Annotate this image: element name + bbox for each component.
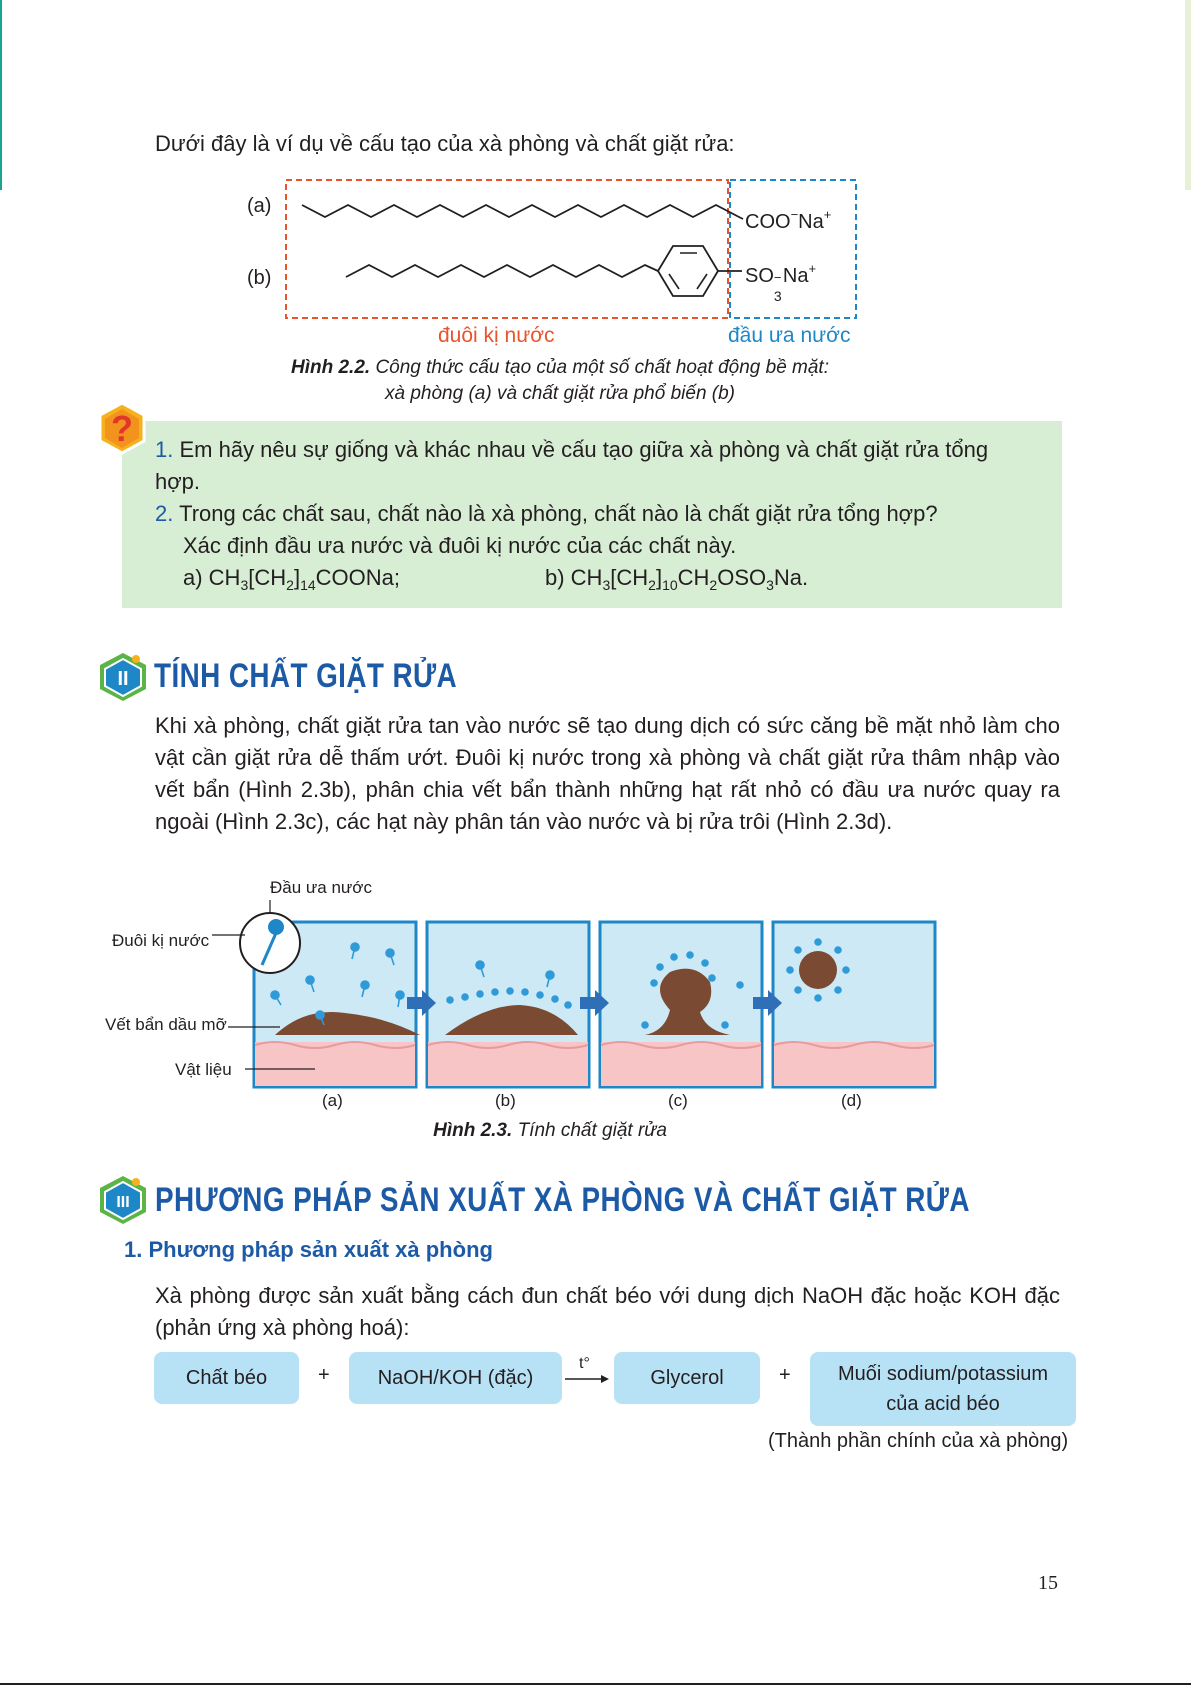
question-2: 2. Trong các chất sau, chất nào là xà phòng, chất nào là chất giặt rửa tổng hợp? Xác định đầu ưa nước và đuôi kị nước của các chất này. bbox=[155, 501, 938, 558]
head-label: đầu ưa nước bbox=[728, 324, 851, 347]
svg-text:?: ? bbox=[111, 408, 133, 449]
figure-2-3 bbox=[100, 875, 950, 1110]
head-group-a: COO−Na+ bbox=[745, 207, 832, 233]
plus-sign-1: + bbox=[318, 1364, 330, 1386]
figure-2-2-caption: Hình 2.2. Công thức cấu tạo của một số chất hoạt động bề mặt: xà phòng (a) và chất giặt rửa phổ biến (b) bbox=[290, 357, 829, 404]
chain-a bbox=[302, 205, 743, 219]
question-icon bbox=[96, 397, 148, 459]
plus-sign-2: + bbox=[779, 1364, 791, 1386]
formula-b: b) $CH_3[CH_2]_{10}CH_2OSO_3Na$. bbox=[545, 565, 809, 593]
reactant-fat-box: Chất béo bbox=[154, 1352, 299, 1404]
panel-c bbox=[600, 922, 762, 1087]
label-head: Đầu ưa nước bbox=[270, 878, 372, 897]
section-3-paragraph: Xà phòng được sản xuất bằng cách đun chất béo với dung dịch NaOH đặc hoặc KOH đặc (phản ứng xà phòng hoá): bbox=[155, 1283, 1060, 1340]
reaction-arrow bbox=[565, 1355, 611, 1385]
question-1-text: Em hãy nêu sự giống và khác nhau về cấu tạo giữa xà phòng và chất giặt rửa tổng hợp. bbox=[155, 437, 989, 494]
intro-text: Dưới đây là ví dụ về cấu tạo của xà phòng và chất giặt rửa: bbox=[155, 131, 735, 156]
panel-label-d: (d) bbox=[841, 1091, 862, 1110]
panel-label-a: (a) bbox=[322, 1091, 343, 1110]
subsection-1-title: 1. Phương pháp sản xuất xà phòng bbox=[124, 1237, 493, 1262]
label-tail: Đuôi kị nước bbox=[112, 931, 210, 950]
chain-b bbox=[346, 265, 658, 277]
panel-label-c: (c) bbox=[668, 1091, 688, 1110]
left-accent-bar bbox=[0, 0, 2, 190]
svg-text:III: III bbox=[116, 1194, 130, 1211]
product-note: (Thành phần chính của xà phòng) bbox=[768, 1430, 1069, 1452]
panel-label-b: (b) bbox=[495, 1091, 516, 1110]
head-group-b: SO − 3 Na+ bbox=[745, 261, 817, 304]
question-1 bbox=[155, 434, 1035, 498]
product-salt-box: Muối sodium/potassium của acid béo bbox=[810, 1352, 1076, 1426]
reactant-base-box: NaOH/KOH (đặc) bbox=[349, 1352, 562, 1404]
detergent-action-diagram bbox=[100, 875, 950, 1095]
figure-label-a: (a) bbox=[247, 195, 272, 217]
reaction-condition: t° bbox=[579, 1355, 590, 1372]
formula-a: a) $CH_3[CH_2]_{14}COONa$; bbox=[183, 565, 400, 593]
section-2-paragraph: Khi xà phòng, chất giặt rửa tan vào nước sẽ tạo dung dịch có sức căng bề mặt nhỏ làm cho vật cần giặt rửa dễ thấm ướt. Đuôi kị nước trong xà phòng và chất giặt rửa thâm nhập vào vết bẩn (Hình 2.3b), phân chia vết bẩn thành những hạt rất nhỏ có đầu ưa nước quay ra ngoài (Hình 2.3c), các hạt này phân tán vào nước và bị rửa trôi (Hình 2.3d). bbox=[155, 713, 1060, 834]
page-number: 15 bbox=[1038, 1572, 1058, 1594]
section-3-title: PHƯƠNG PHÁP SẢN XUẤT XÀ PHÒNG VÀ CHẤT GIẶT RỬA bbox=[155, 1181, 970, 1219]
tail-label: đuôi kị nước bbox=[438, 324, 555, 347]
section-2-title: TÍNH CHẤT GIẶT RỬA bbox=[154, 657, 458, 695]
figure-2-3-caption: Hình 2.3. Tính chất giặt rửa bbox=[433, 1120, 667, 1141]
label-material: Vật liệu bbox=[175, 1060, 232, 1079]
surfactant-structure-diagram bbox=[240, 175, 880, 320]
section-3-badge bbox=[96, 1173, 150, 1227]
figure-label-b: (b) bbox=[247, 267, 272, 289]
section-2-badge bbox=[96, 650, 150, 704]
figure-2-2 bbox=[240, 175, 880, 355]
svg-text:II: II bbox=[117, 668, 129, 690]
label-stain: Vết bẩn dầu mỡ bbox=[105, 1015, 227, 1034]
question-2-number: 2. bbox=[155, 501, 174, 526]
product-glycerol-box: Glycerol bbox=[614, 1352, 760, 1404]
right-accent-bar bbox=[1185, 0, 1191, 190]
question-1-number: 1. bbox=[155, 437, 174, 462]
